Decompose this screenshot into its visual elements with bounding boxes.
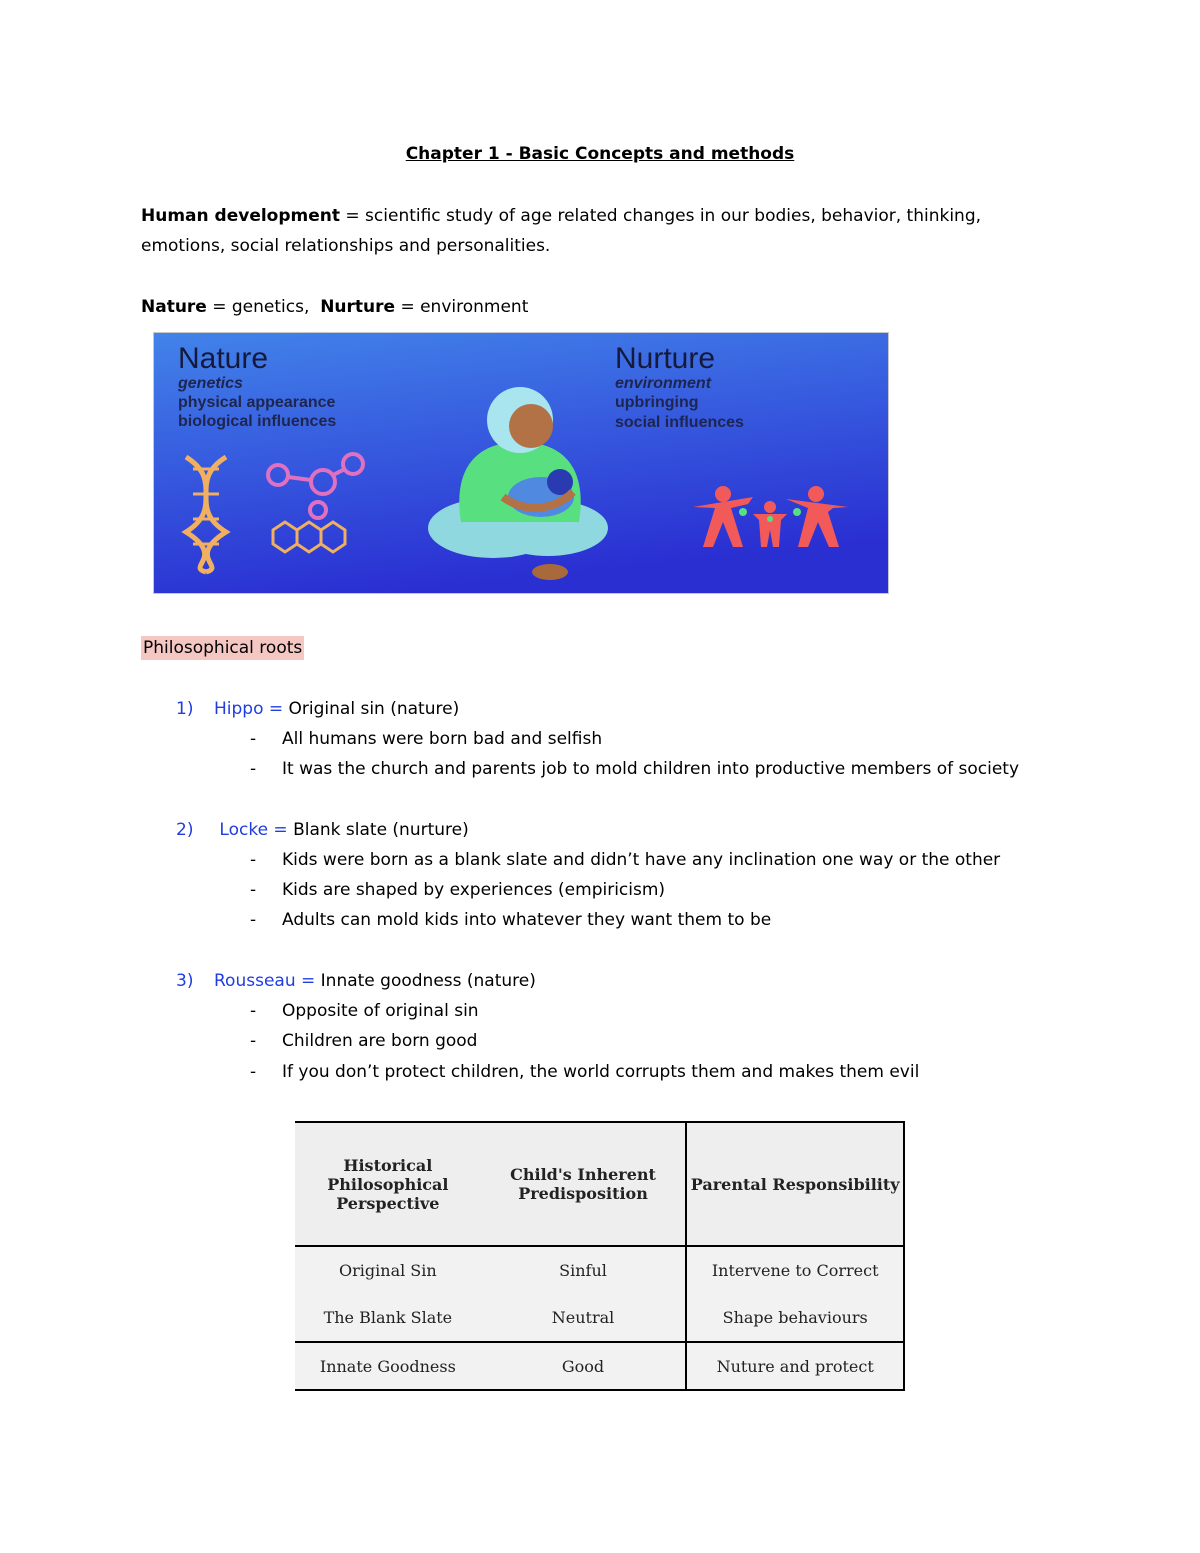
item-name: Hippo = <box>214 699 284 719</box>
table-cell: The Blank Slate <box>295 1293 481 1342</box>
list-item-locke <box>141 815 469 845</box>
illus-nature-item-2: physical appearance <box>178 394 336 411</box>
nature-def: = genetics, <box>206 297 321 317</box>
definition-line-1: = scientific study of age related changes in our bodies, behavior, thinking, <box>340 206 982 226</box>
table-row <box>295 1293 904 1342</box>
table-cell: Innate Goodness <box>295 1342 481 1390</box>
item-desc: Original sin (nature) <box>283 699 460 719</box>
bullet: - Kids are shaped by experiences (empiricism) <box>250 880 666 900</box>
bullet: - It was the church and parents job to mold children into productive members of society <box>250 759 1020 779</box>
bullet: - Adults can mold kids into whatever they want them to be <box>250 910 772 930</box>
header-responsibility: Parental Responsibility <box>686 1122 904 1246</box>
bullet: - Opposite of original sin <box>250 1001 479 1021</box>
table-cell: Original Sin <box>295 1246 481 1293</box>
nature-term: Nature <box>141 297 207 317</box>
item-desc: Blank slate (nurture) <box>287 820 469 840</box>
philosophical-roots-heading: Philosophical roots <box>143 638 303 658</box>
table-row <box>295 1246 904 1293</box>
illus-nurture-item-2: upbringing <box>615 394 699 411</box>
item-number: 2) <box>176 820 194 840</box>
item-desc: Innate goodness (nature) <box>315 971 536 991</box>
header-predisposition: Child's Inherent Predisposition <box>481 1122 687 1246</box>
definition-term: Human development <box>141 206 340 226</box>
table-cell: Shape behaviours <box>686 1293 904 1342</box>
table-cell: Neutral <box>481 1293 687 1342</box>
bullet: - Kids were born as a blank slate and didn’t have any inclination one way or the other <box>250 850 1001 870</box>
table-header-row <box>295 1122 904 1246</box>
bullet: - Children are born good <box>250 1031 478 1051</box>
section-heading <box>141 633 304 663</box>
table-cell: Sinful <box>481 1246 687 1293</box>
nurture-def: = environment <box>395 297 529 317</box>
item-number: 1) <box>176 699 194 719</box>
nurture-term: Nurture <box>320 297 396 317</box>
perspectives-table <box>295 1121 905 1391</box>
illus-nurture-item-1: environment <box>615 375 712 392</box>
nature-nurture-illustration <box>153 332 889 594</box>
header-perspective: Historical Philosophical Perspective <box>295 1122 481 1246</box>
table-cell: Nuture and protect <box>686 1342 904 1390</box>
illus-nature-item-3: biological influences <box>178 413 337 430</box>
definition-line-2: emotions, social relationships and personalities. <box>141 236 551 256</box>
item-number: 3) <box>176 971 194 991</box>
item-name: Locke = <box>214 820 288 840</box>
illus-nature-item-1: genetics <box>178 375 243 392</box>
page-title: Chapter 1 - Basic Concepts and methods <box>405 144 795 164</box>
illus-nurture-title: Nurture <box>615 342 716 375</box>
table-cell: Intervene to Correct <box>686 1246 904 1293</box>
illus-nature-title: Nature <box>178 342 269 375</box>
item-name: Rousseau = <box>214 971 316 991</box>
table-row <box>295 1342 904 1390</box>
nature-nurture-line <box>141 292 528 322</box>
table-cell: Good <box>481 1342 687 1390</box>
list-item-rousseau <box>141 966 536 996</box>
illus-nurture-item-3: social influences <box>615 414 744 431</box>
list-item-hippo <box>141 694 459 724</box>
bullet: - All humans were born bad and selfish <box>250 729 603 749</box>
definition-paragraph <box>141 201 981 261</box>
bullet: - If you don’t protect children, the world corrupts them and makes them evil <box>250 1062 920 1082</box>
